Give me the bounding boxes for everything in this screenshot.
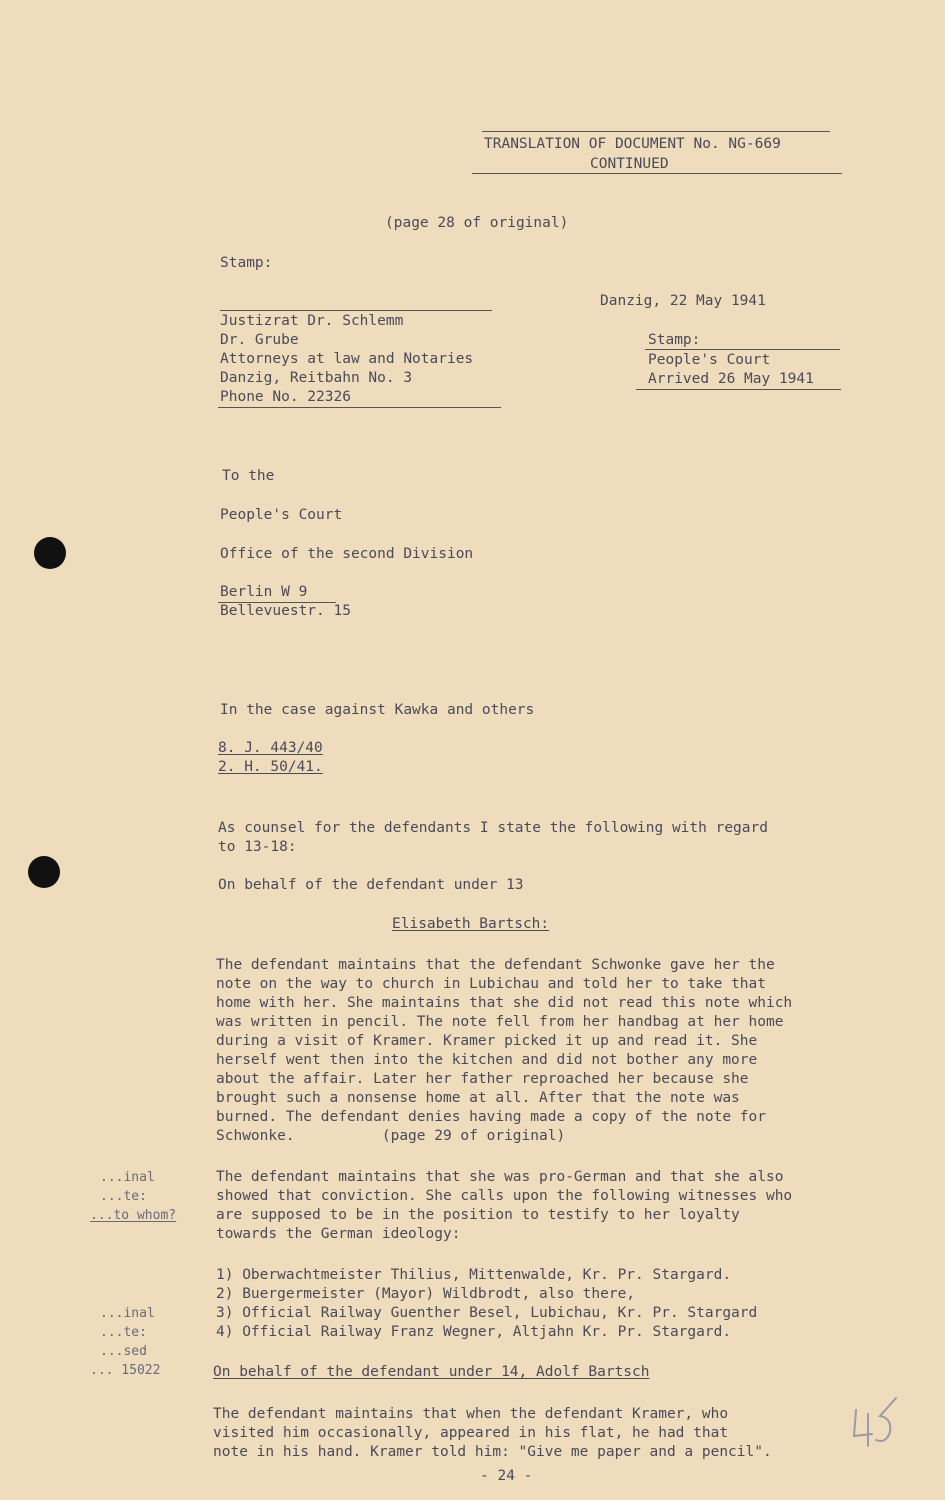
- received-stamp-line-1: People's Court: [648, 352, 771, 368]
- addressee-office: Office of the second Division: [220, 546, 474, 562]
- para3-line-2: visited him occasionally, appeared in his flat, he had that: [213, 1425, 729, 1441]
- defendant-13-name: Elisabeth Bartsch:: [392, 916, 550, 932]
- addressee-street: Bellevuestr. 15: [220, 603, 351, 619]
- document-subtitle: CONTINUED: [590, 156, 669, 172]
- para3-line-3: note in his hand. Kramer told him: "Give me paper and a pencil".: [213, 1444, 772, 1460]
- handwritten-pencil-mark: [846, 1392, 906, 1452]
- para1-line-7: about the affair. Later her father reproached her because she: [216, 1071, 749, 1087]
- behalf-defendant-13: On behalf of the defendant under 13: [218, 877, 524, 893]
- para1-line-3: home with her. She maintains that she did not read this note which: [216, 995, 793, 1011]
- margin-note-1-line-2: ...te:: [100, 1189, 147, 1204]
- addressee-court: People's Court: [220, 507, 343, 523]
- para1-line-6: herself went then into the kitchen and did not bother any more: [216, 1052, 758, 1068]
- letterhead-line-4: Danzig, Reitbahn No. 3: [220, 370, 413, 386]
- behalf-defendant-14: On behalf of the defendant under 14, Adolf Bartsch: [213, 1364, 650, 1380]
- received-stamp-label: Stamp:: [648, 332, 701, 348]
- margin-note-1-line-1: ...inal: [100, 1170, 155, 1185]
- letterhead-rule-bottom: [218, 407, 501, 408]
- para1-line-9: burned. The defendant denies having made a copy of the note for: [216, 1109, 766, 1125]
- margin-note-2-line-4: ... 15022: [90, 1363, 161, 1378]
- para2-line-3: are supposed to be in the position to testify to her loyalty: [216, 1207, 740, 1223]
- intro-line-2: to 13-18:: [218, 839, 297, 855]
- margin-note-2-line-1: ...inal: [100, 1306, 155, 1321]
- para1-line-5: during a visit of Kramer. Kramer picked it up and read it. She: [216, 1033, 758, 1049]
- letterhead-rule-top: [220, 310, 492, 311]
- received-stamp-rule-bottom: [636, 389, 841, 390]
- place-date: Danzig, 22 May 1941: [600, 293, 766, 309]
- addressee-to: To the: [222, 468, 275, 484]
- witness-3: 3) Official Railway Guenther Besel, Lubichau, Kr. Pr. Stargard: [216, 1305, 758, 1321]
- para3-line-1: The defendant maintains that when the defendant Kramer, who: [213, 1406, 729, 1422]
- page-note-top: (page 28 of original): [385, 215, 569, 231]
- case-line: In the case against Kawka and others: [220, 702, 535, 718]
- received-stamp-line-2: Arrived 26 May 1941: [648, 371, 814, 387]
- intro-line-1: As counsel for the defendants I state the following with regard: [218, 820, 768, 836]
- margin-note-2-line-2: ...te:: [100, 1325, 147, 1340]
- para1-line-4: was written in pencil. The note fell from her handbag at her home: [216, 1014, 784, 1030]
- para2-line-2: showed that conviction. She calls upon the following witnesses who: [216, 1188, 793, 1204]
- para1-line-8: brought such a nonsense home at all. After that the note was: [216, 1090, 740, 1106]
- para1-line-2: note on the way to church in Lubichau and told her to take that: [216, 976, 766, 992]
- letterhead-line-2: Dr. Grube: [220, 332, 299, 348]
- witness-2: 2) Buergermeister (Mayor) Wildbrodt, also there,: [216, 1286, 636, 1302]
- case-reference-1: 8. J. 443/40: [218, 740, 323, 756]
- document-title: TRANSLATION OF DOCUMENT No. NG-669: [484, 136, 781, 152]
- para2-line-4: towards the German ideology:: [216, 1226, 461, 1242]
- witness-4: 4) Official Railway Franz Wegner, Altjahn Kr. Pr. Stargard.: [216, 1324, 732, 1340]
- witness-1: 1) Oberwachtmeister Thilius, Mittenwalde, Kr. Pr. Stargard.: [216, 1267, 732, 1283]
- addressee-city: Berlin W 9: [220, 584, 308, 600]
- page-number: - 24 -: [480, 1468, 533, 1484]
- margin-note-1-line-3: ...to whom?: [90, 1208, 177, 1223]
- stamp-label: Stamp:: [220, 255, 273, 271]
- letterhead-line-3: Attorneys at law and Notaries: [220, 351, 474, 367]
- para1-line-1: The defendant maintains that the defendant Schwonke gave her the: [216, 957, 775, 973]
- header-rule-top: [482, 131, 830, 132]
- margin-note-2-line-3: ...sed: [100, 1344, 147, 1359]
- punch-hole-upper: [34, 537, 66, 569]
- case-reference-2: 2. H. 50/41.: [218, 759, 323, 775]
- received-stamp-rule-top: [645, 349, 840, 350]
- punch-hole-lower: [28, 856, 60, 888]
- letterhead-line-5: Phone No. 22326: [220, 389, 351, 405]
- para1-line-10: Schwonke. (page 29 of original): [216, 1128, 566, 1144]
- header-rule-bottom: [472, 173, 842, 174]
- para2-line-1: The defendant maintains that she was pro-German and that she also: [216, 1169, 784, 1185]
- letterhead-line-1: Justizrat Dr. Schlemm: [220, 313, 404, 329]
